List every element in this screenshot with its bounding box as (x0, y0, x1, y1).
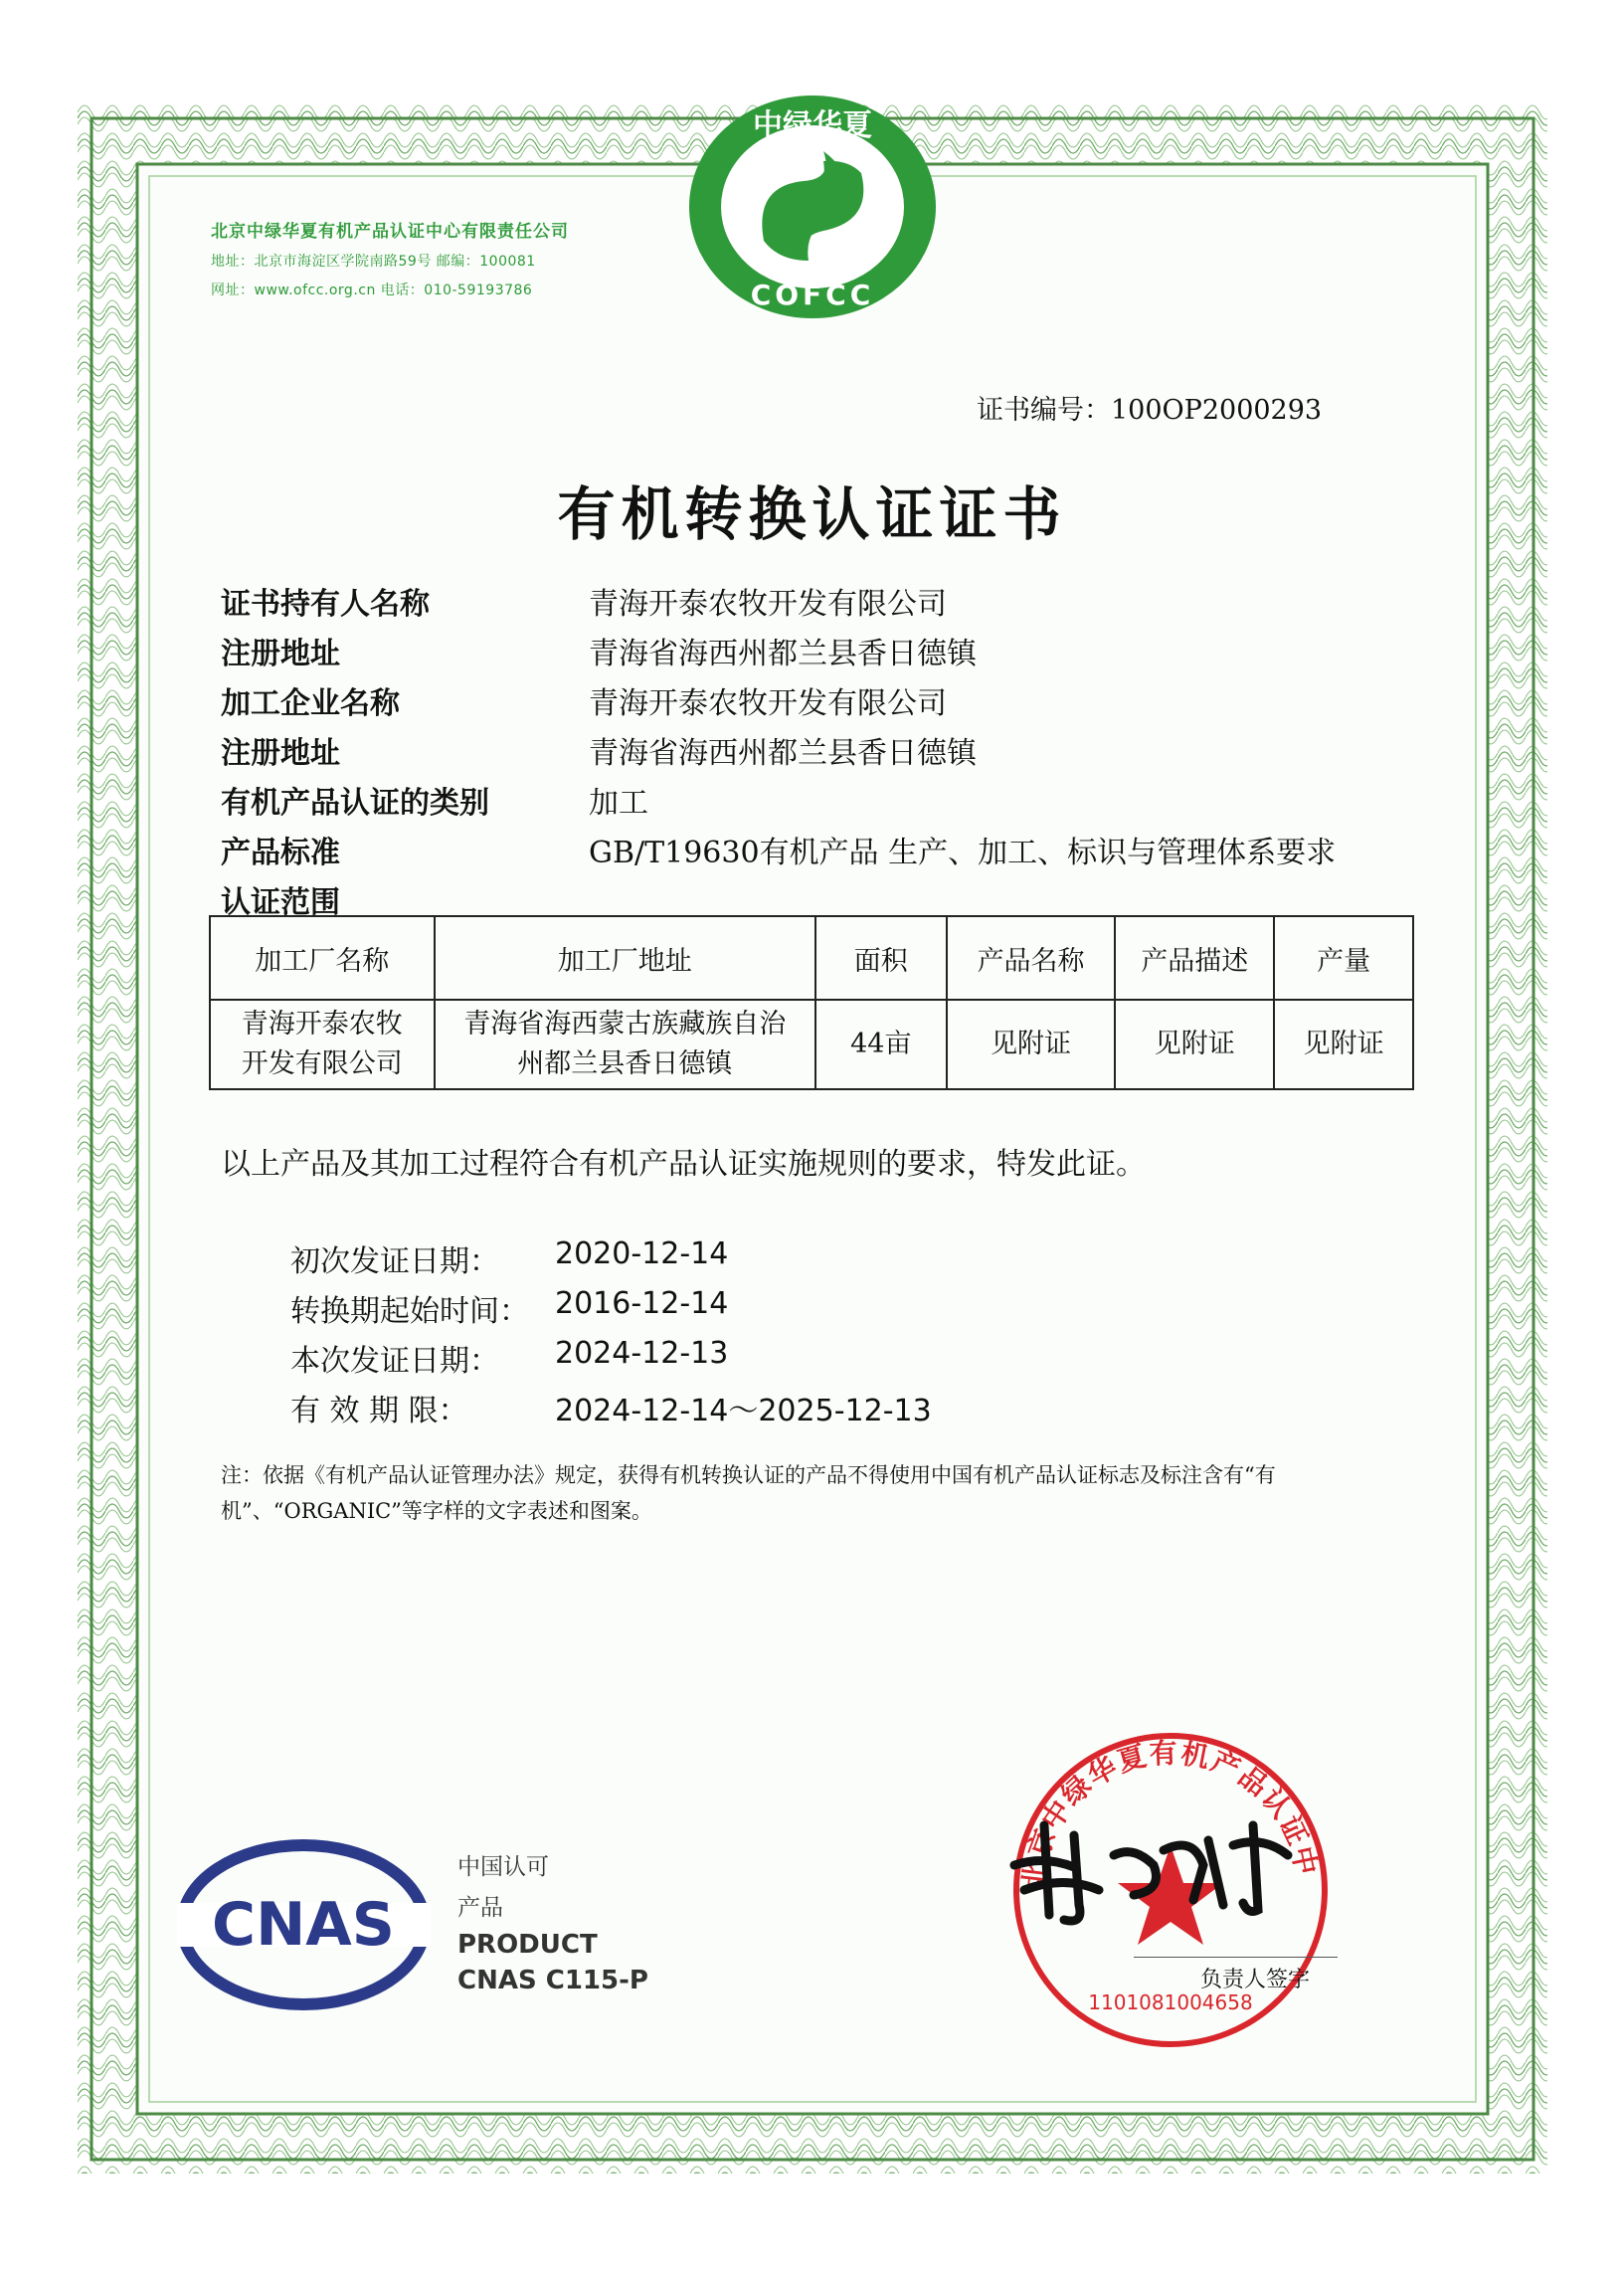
issuer-contact: 网址：www.ofcc.org.cn 电话：010-59193786 (211, 283, 533, 298)
cnas-accreditation (457, 1848, 648, 1995)
cnas-line4: CNAS C115-P (457, 1966, 648, 1995)
seal-number: 1101081004658 (1088, 1990, 1253, 2014)
cell-factory-name-line2: 开发有限公司 (241, 1048, 403, 1079)
date-value-conversion-start: 2016-12-14 (555, 1286, 729, 1321)
cell-product-name: 见附证 (947, 1000, 1116, 1089)
date-value-validity: 2024-12-14～2025-12-13 (555, 1394, 932, 1428)
field-value-processor-address: 青海省海西州都兰县香日德镇 (589, 736, 977, 771)
field-label-processor-address: 注册地址 (221, 736, 340, 771)
logo-top-text: 中绿华夏 (753, 108, 872, 143)
certificate-title: 有机转换认证证书 (557, 480, 1067, 548)
certificate-number: 证书编号：100OP2000293 (977, 395, 1323, 426)
cnas-logo-text: CNAS (212, 1890, 395, 1960)
date-label-conversion-start: 转换期起始时间： (290, 1294, 529, 1329)
field-value-standard: GB/T19630有机产品 生产、加工、标识与管理体系要求 (589, 836, 1337, 870)
field-value-processor: 青海开泰农牧开发有限公司 (589, 686, 947, 721)
table-header: 产品名称 (947, 916, 1116, 1000)
cnas-line2: 产品 (457, 1895, 503, 1921)
table-header: 产品描述 (1115, 916, 1274, 1000)
signature-line (1134, 1957, 1338, 1958)
field-label-scope: 认证范围 (221, 885, 340, 920)
cell-factory-address-line2: 州都兰县香日德镇 (517, 1048, 733, 1079)
cell-area: 44亩 (815, 1000, 947, 1089)
date-value-current-issue: 2024-12-13 (555, 1336, 729, 1371)
date-value-first-issue: 2020-12-14 (555, 1236, 729, 1271)
date-label-validity: 有 效 期 限： (290, 1394, 468, 1428)
field-value-category: 加工 (589, 786, 648, 821)
field-value-holder: 青海开泰农牧开发有限公司 (589, 587, 947, 622)
handwritten-signature (1004, 1796, 1303, 1945)
cell-factory-name-line1: 青海开泰农牧 (241, 1009, 403, 1040)
field-label-reg-address: 注册地址 (221, 637, 340, 671)
cnas-line3: PRODUCT (457, 1930, 598, 1960)
table-row (210, 1000, 1413, 1089)
cell-factory-address-line1: 青海省海西蒙古族藏族自治 (463, 1009, 787, 1040)
table-header: 加工厂地址 (435, 916, 815, 1000)
cell-product-desc: 见附证 (1115, 1000, 1274, 1089)
scope-table (209, 915, 1414, 1090)
logo-bottom-text: COFCC (750, 279, 875, 311)
table-header-row (210, 916, 1413, 1000)
table-header: 面积 (815, 916, 947, 1000)
field-label-processor: 加工企业名称 (221, 686, 400, 721)
cnas-logo (177, 1835, 431, 2014)
field-value-reg-address: 青海省海西州都兰县香日德镇 (589, 637, 977, 671)
table-header: 产量 (1274, 916, 1413, 1000)
cnas-line1: 中国认可 (457, 1854, 549, 1880)
signature-label: 负责人签字 (1200, 1968, 1311, 1992)
issuer-address: 地址：北京市海淀区学院南路59号 邮编：100081 (211, 254, 536, 270)
issuer-name: 北京中绿华夏有机产品认证中心有限责任公司 (211, 222, 569, 242)
note-text: 注：依据《有机产品认证管理办法》规定，获得有机转换认证的产品不得使用中国有机产品认证标志及标注含有“有机”、“ORGANIC”等字样的文字表述和图案。 (221, 1463, 1276, 1523)
cell-output: 见附证 (1274, 1000, 1413, 1089)
field-label-holder: 证书持有人名称 (221, 587, 430, 622)
issuer-block (211, 217, 569, 299)
date-label-first-issue: 初次发证日期： (290, 1244, 499, 1279)
cofcc-logo (684, 92, 941, 322)
field-label-standard: 产品标准 (221, 836, 340, 870)
cell-factory-name (210, 1000, 435, 1089)
field-label-category: 有机产品认证的类别 (221, 786, 489, 821)
compliance-statement: 以上产品及其加工过程符合有机产品认证实施规则的要求，特发此证。 (221, 1147, 1146, 1182)
table-header: 加工厂名称 (210, 916, 435, 1000)
date-label-current-issue: 本次发证日期： (290, 1344, 499, 1379)
cell-factory-address (435, 1000, 815, 1089)
seal-ring-text: 北京中绿华夏有机产品认证中 (1016, 1736, 1324, 1891)
